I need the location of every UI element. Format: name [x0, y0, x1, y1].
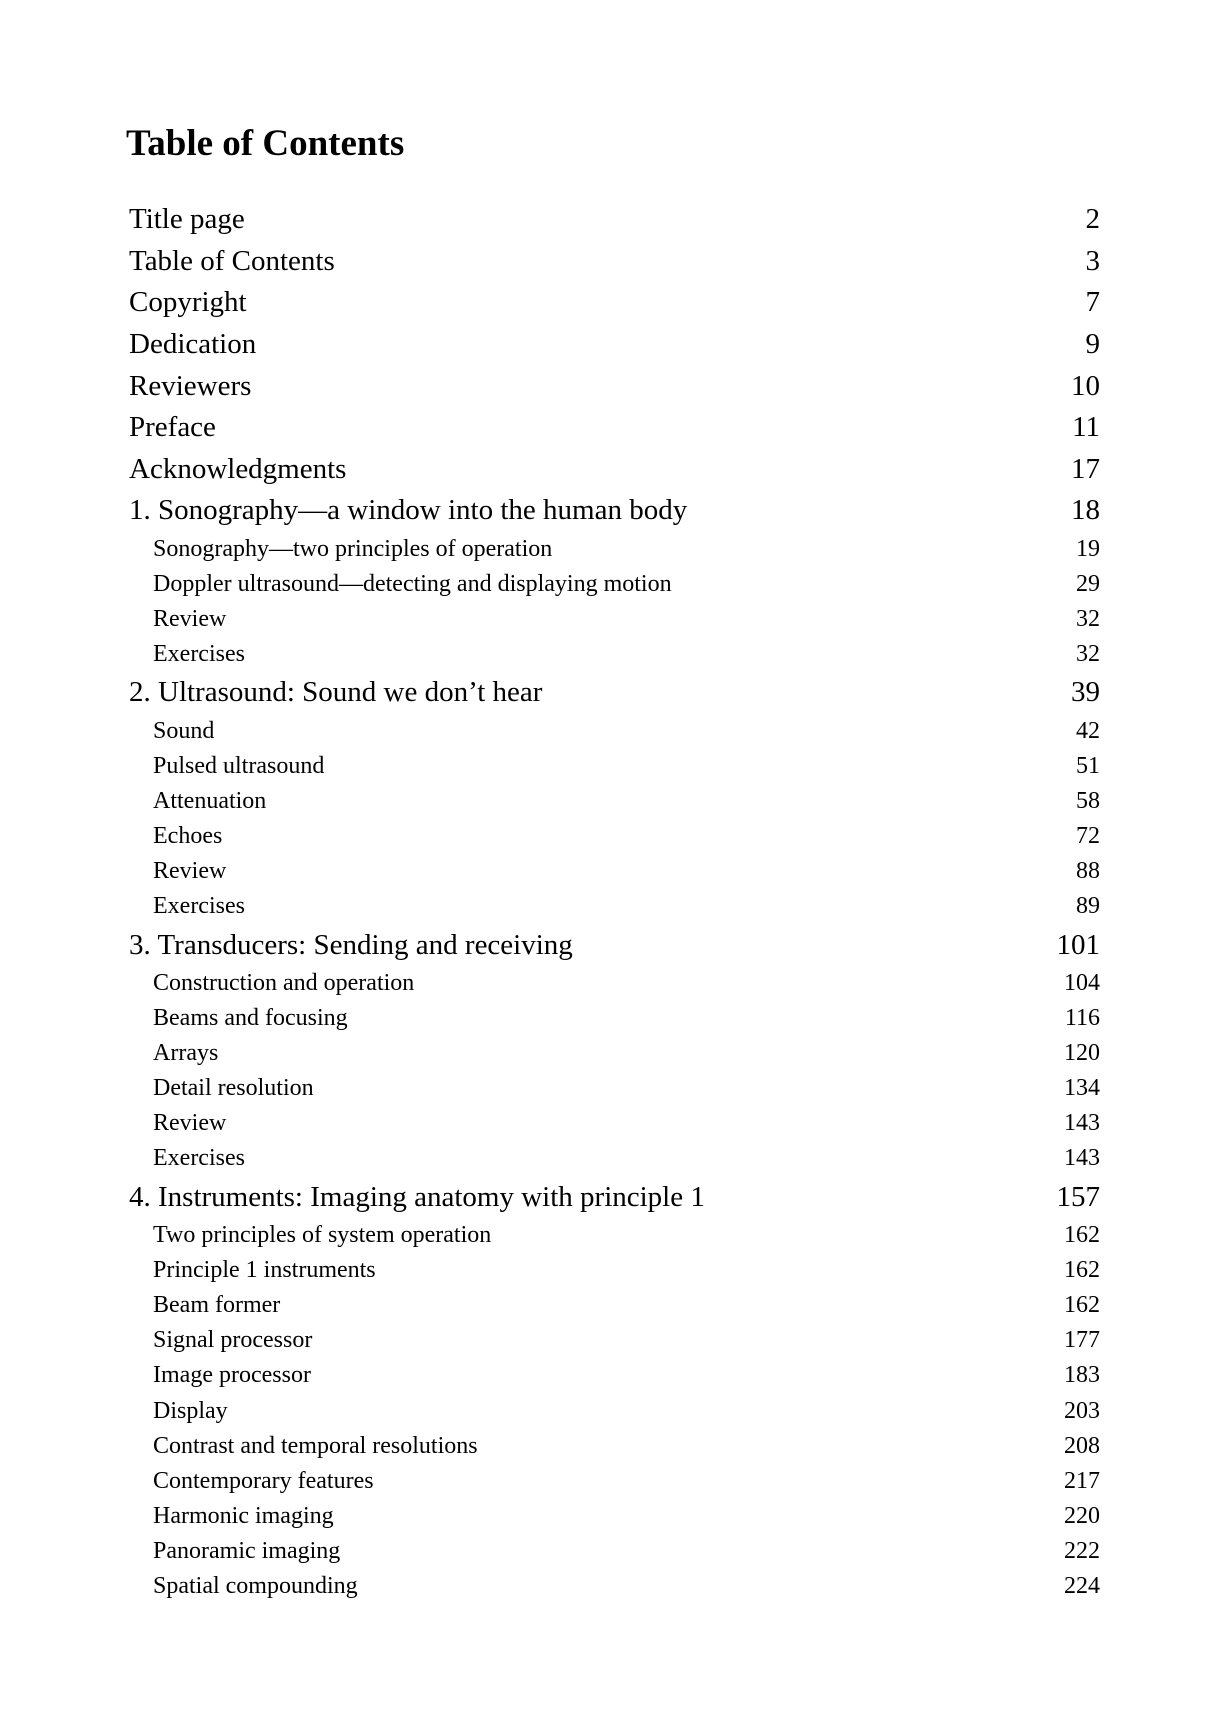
toc-entry-label: Spatial compounding	[153, 1573, 358, 1600]
toc-entry-page-number: 32	[1076, 605, 1100, 632]
toc-entry-label: Review	[153, 605, 227, 632]
toc-entry-page-number: 162	[1064, 1222, 1100, 1249]
toc-entry-label: Preface	[129, 411, 216, 444]
toc-entry-page-number: 18	[1071, 494, 1100, 527]
toc-chapter-entry[interactable]	[126, 924, 1100, 966]
toc-entry-label: Exercises	[153, 893, 245, 920]
toc-entry-page-number: 17	[1071, 452, 1100, 485]
toc-section-entry[interactable]	[126, 819, 1100, 854]
toc-section-entry[interactable]	[126, 1288, 1100, 1323]
toc-entry-label: Acknowledgments	[129, 452, 347, 485]
toc-section-entry[interactable]	[126, 784, 1100, 819]
toc-front-matter-entry[interactable]	[126, 241, 1100, 283]
toc-entry-page-number: 220	[1064, 1502, 1100, 1529]
toc-front-matter-entry[interactable]	[126, 407, 1100, 449]
toc-entry-label: Arrays	[153, 1040, 219, 1067]
toc-entry-page-number: 203	[1064, 1397, 1100, 1424]
toc-entry-page-number: 183	[1064, 1362, 1100, 1389]
toc-entry-label: 4. Instruments: Imaging anatomy with principle 1	[129, 1180, 705, 1213]
toc-section-entry[interactable]	[126, 1323, 1100, 1358]
toc-entry-label: Echoes	[153, 823, 223, 850]
toc-section-entry[interactable]	[126, 1001, 1100, 1036]
toc-entry-label: Reviewers	[129, 369, 252, 402]
toc-entry-page-number: 177	[1064, 1327, 1100, 1354]
toc-section-entry[interactable]	[126, 532, 1100, 567]
toc-entry-page-number: 42	[1076, 717, 1100, 744]
toc-entry-page-number: 7	[1085, 286, 1100, 319]
toc-section-entry[interactable]	[126, 1569, 1100, 1604]
toc-entry-page-number: 89	[1076, 893, 1100, 920]
toc-entry-label: Exercises	[153, 1145, 245, 1172]
toc-entry-page-number: 157	[1056, 1180, 1100, 1213]
toc-entry-page-number: 19	[1076, 535, 1100, 562]
toc-entry-label: Exercises	[153, 641, 245, 668]
toc-entry-page-number: 222	[1064, 1537, 1100, 1564]
toc-entry-page-number: 29	[1076, 570, 1100, 597]
toc-entry-page-number: 104	[1064, 969, 1100, 996]
toc-entry-page-number: 51	[1076, 752, 1100, 779]
toc-entry-label: Doppler ultrasound—detecting and displaying motion	[153, 570, 672, 597]
toc-section-entry[interactable]	[126, 1429, 1100, 1464]
toc-entry-label: Contrast and temporal resolutions	[153, 1432, 478, 1459]
toc-section-entry[interactable]	[126, 1141, 1100, 1176]
toc-entry-label: Sonography—two principles of operation	[153, 535, 553, 562]
toc-section-entry[interactable]	[126, 966, 1100, 1001]
toc-entry-page-number: 101	[1056, 928, 1100, 961]
toc-entry-page-number: 143	[1064, 1145, 1100, 1172]
toc-entry-page-number: 58	[1076, 787, 1100, 814]
toc-section-entry[interactable]	[126, 889, 1100, 924]
toc-chapter-entry[interactable]	[126, 672, 1100, 714]
toc-front-matter-entry[interactable]	[126, 282, 1100, 324]
toc-entry-label: Two principles of system operation	[153, 1222, 492, 1249]
toc-entry-label: Dedication	[129, 328, 257, 361]
toc-entry-label: 1. Sonography—a window into the human body	[129, 494, 688, 527]
toc-section-entry[interactable]	[126, 1036, 1100, 1071]
toc-section-entry[interactable]	[126, 1358, 1100, 1393]
toc-entry-label: Review	[153, 858, 227, 885]
toc-entry-label: Review	[153, 1110, 227, 1137]
toc-section-entry[interactable]	[126, 637, 1100, 672]
toc-section-entry[interactable]	[126, 1534, 1100, 1569]
toc-entry-page-number: 116	[1064, 1005, 1100, 1032]
toc-list	[126, 199, 1100, 1604]
toc-entry-page-number: 32	[1076, 641, 1100, 668]
toc-section-entry[interactable]	[126, 1499, 1100, 1534]
toc-section-entry[interactable]	[126, 1464, 1100, 1499]
toc-front-matter-entry[interactable]	[126, 449, 1100, 491]
toc-section-entry[interactable]	[126, 602, 1100, 637]
toc-entry-page-number: 208	[1064, 1432, 1100, 1459]
toc-entry-label: Copyright	[129, 286, 247, 319]
toc-entry-page-number: 2	[1085, 203, 1100, 236]
toc-entry-page-number: 162	[1064, 1257, 1100, 1284]
toc-entry-page-number: 88	[1076, 858, 1100, 885]
toc-entry-label: Detail resolution	[153, 1075, 314, 1102]
toc-section-entry[interactable]	[126, 1106, 1100, 1141]
toc-section-entry[interactable]	[126, 1253, 1100, 1288]
toc-entry-label: Contemporary features	[153, 1467, 374, 1494]
toc-section-entry[interactable]	[126, 749, 1100, 784]
toc-entry-label: Sound	[153, 717, 215, 744]
toc-entry-label: Beams and focusing	[153, 1005, 348, 1032]
toc-front-matter-entry[interactable]	[126, 365, 1100, 407]
toc-entry-label: Image processor	[153, 1362, 311, 1389]
toc-entry-label: Table of Contents	[129, 244, 335, 277]
toc-section-entry[interactable]	[126, 567, 1100, 602]
toc-section-entry[interactable]	[126, 1071, 1100, 1106]
toc-chapter-entry[interactable]	[126, 1176, 1100, 1218]
toc-entry-page-number: 39	[1071, 676, 1100, 709]
toc-entry-page-number: 9	[1085, 328, 1100, 361]
toc-section-entry[interactable]	[126, 854, 1100, 889]
toc-entry-page-number: 143	[1064, 1110, 1100, 1137]
toc-entry-page-number: 162	[1064, 1292, 1100, 1319]
toc-entry-label: Signal processor	[153, 1327, 313, 1354]
toc-entry-page-number: 10	[1071, 369, 1100, 402]
toc-entry-label: Pulsed ultrasound	[153, 752, 325, 779]
toc-entry-label: Display	[153, 1397, 228, 1424]
toc-entry-label: Title page	[129, 203, 245, 236]
toc-entry-label: Harmonic imaging	[153, 1502, 334, 1529]
toc-chapter-entry[interactable]	[126, 490, 1100, 532]
toc-section-entry[interactable]	[126, 714, 1100, 749]
toc-entry-page-number: 217	[1064, 1467, 1100, 1494]
toc-entry-label: Beam former	[153, 1292, 281, 1319]
page-title: Table of Contents	[126, 123, 405, 164]
toc-entry-page-number: 134	[1064, 1075, 1100, 1102]
toc-section-entry[interactable]	[126, 1394, 1100, 1429]
toc-front-matter-entry[interactable]	[126, 324, 1100, 366]
toc-entry-label: Panoramic imaging	[153, 1537, 341, 1564]
toc-entry-page-number: 11	[1072, 411, 1100, 444]
toc-section-entry[interactable]	[126, 1218, 1100, 1253]
toc-entry-label: 2. Ultrasound: Sound we don’t hear	[129, 676, 543, 709]
toc-entry-page-number: 3	[1085, 244, 1100, 277]
toc-entry-label: 3. Transducers: Sending and receiving	[129, 928, 573, 961]
toc-entry-page-number: 224	[1064, 1573, 1100, 1600]
toc-entry-label: Construction and operation	[153, 969, 415, 996]
toc-entry-label: Attenuation	[153, 787, 267, 814]
toc-front-matter-entry[interactable]	[126, 199, 1100, 241]
toc-entry-page-number: 120	[1064, 1040, 1100, 1067]
toc-entry-label: Principle 1 instruments	[153, 1257, 376, 1284]
toc-entry-page-number: 72	[1076, 823, 1100, 850]
